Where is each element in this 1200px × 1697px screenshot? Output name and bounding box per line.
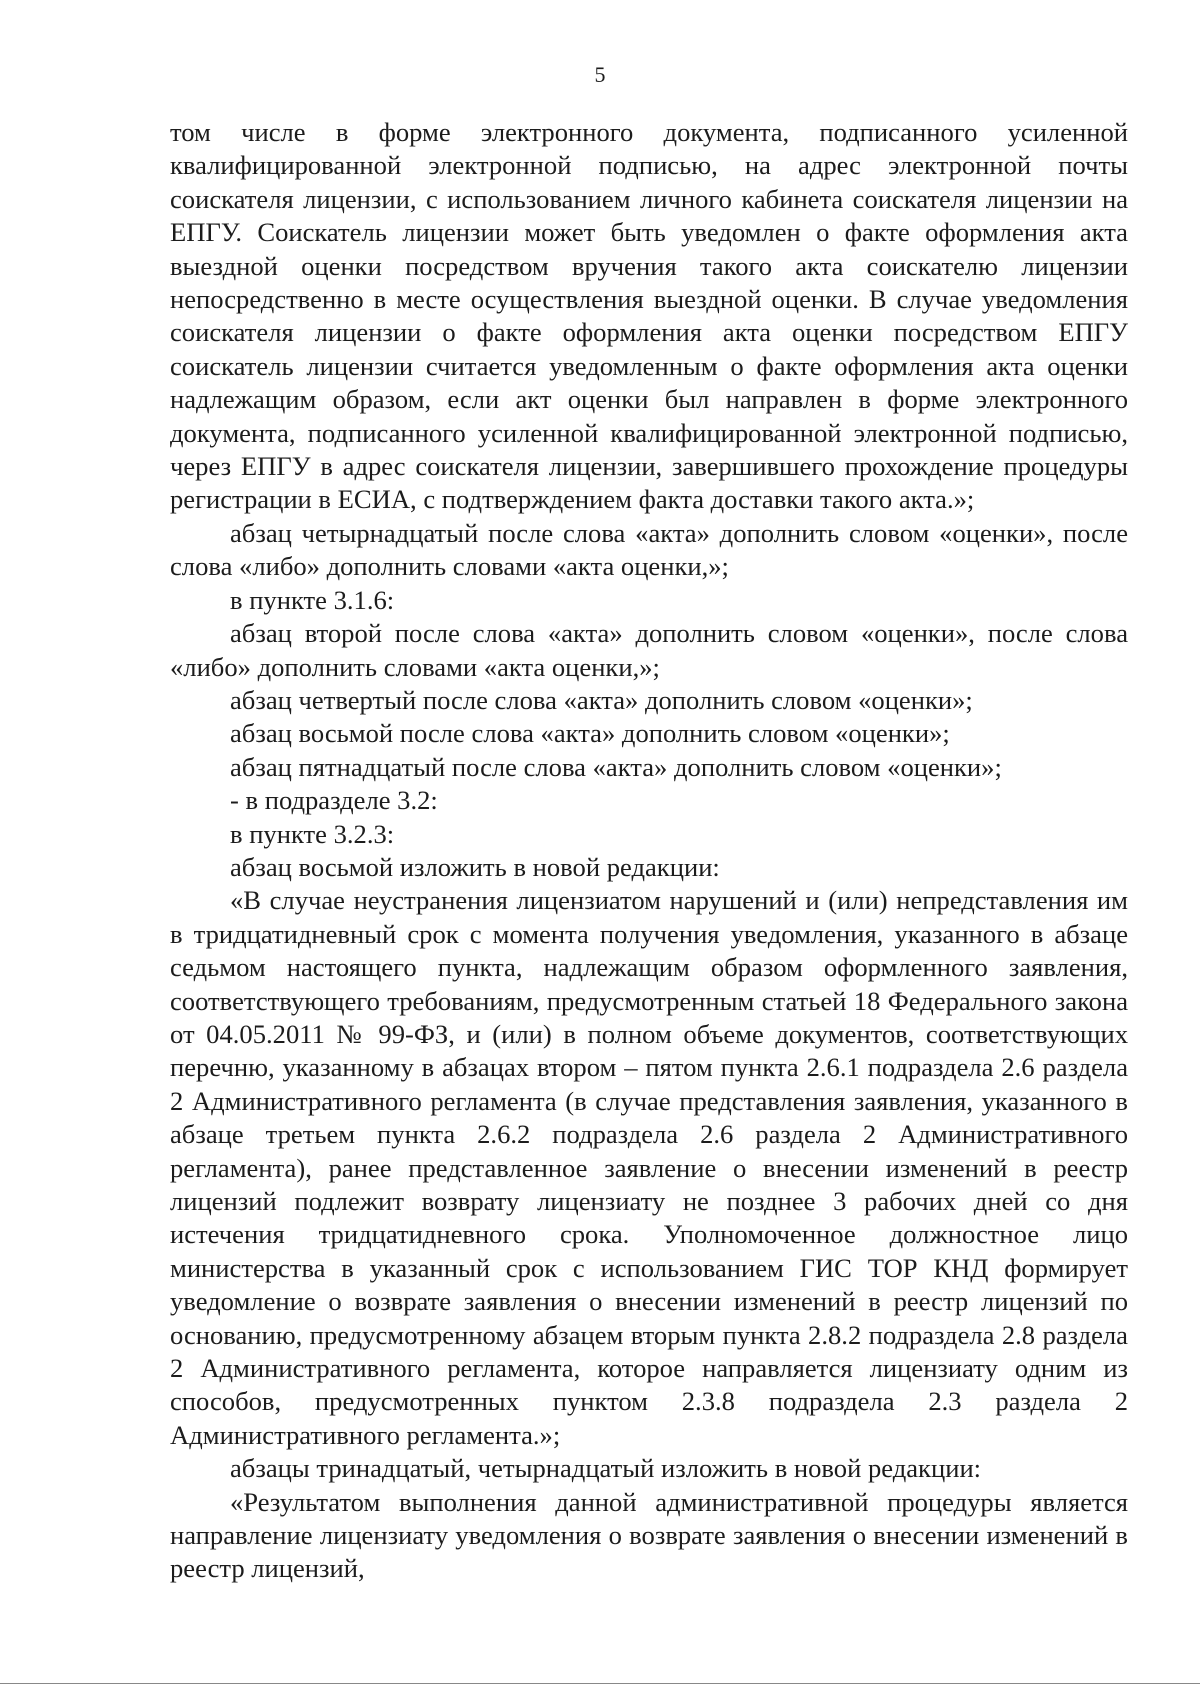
page-number: 5 [594, 62, 606, 87]
paragraph: абзацы тринадцатый, четырнадцатый изложить в новой редакции: [230, 1453, 982, 1484]
paragraph: том числе в форме электронного документа, подписанного усиленной квалифицированной электронной подписью, на адрес электронной почты соискателя лицензии, с использованием личного кабинета соискателя лицензии на ЕПГУ. Соискатель лицензии может быть уведомлен о факте оформления акта выездной оценки посредством вручения такого акта соискателю лицензии непосредственно в месте осуществления выездной оценки. В случае уведомления соискателя лицензии о факте оформления акта оценки посредством ЕПГУ соискатель лицензии считается уведомленным о факте оформления акта оценки надлежащим образом, если акт оценки был направлен в форме электронного документа, подписанного усиленной квалифицированной электронной подписью, через ЕПГУ в адрес соискателя лицензии, завершившего прохождение процедуры регистрации в ЕСИА, с подтверждением факта доставки такого акта.»; [170, 117, 1128, 515]
paragraph: в пункте 3.1.6: [230, 584, 395, 615]
paragraph: «В случае неустранения лицензиатом нарушений и (или) непредставления им в тридцатидневный срок с момента получения уведомления, указанного в абзаце седьмом настоящего пункта, надлежащим образом оформленного заявления, соответствующего требованиям, предусмотренным статьей 18 Федерального закона от 04.05.2011 № 99-ФЗ, и (или) в полном объеме документов, соответствующих перечню, указанному в абзацах втором – пятом пункта 2.6.1 подраздела 2.6 раздела 2 Административного регламента (в случае представления заявления, указанного в абзаце третьем пункта 2.6.2 подраздела 2.6 раздела 2 Административного регламента), ранее представленное заявление о внесении изменений в реестр лицензий подлежит возврату лицензиату не позднее 3 рабочих дней со дня истечения тридцатидневного срока. Уполномоченное должностное лицо министерства в указанный срок с использованием ГИС ТОР КНД формирует уведомление о возврате заявления о внесении изменений в реестр лицензий по основанию, предусмотренному абзацем вторым пункта 2.8.2 подраздела 2.8 раздела 2 Административного регламента, которое направляется лицензиату одним из способов, предусмотренных пунктом 2.3.8 подраздела 2.3 раздела 2 Административного регламента.»; [170, 885, 1128, 1450]
paragraph: абзац четырнадцатый после слова «акта» дополнить словом «оценки», после слова «либо» дополнить словами «акта оценки,»; [170, 517, 1128, 582]
paragraph: абзац четвертый после слова «акта» дополнить словом «оценки»; [230, 684, 973, 715]
paragraph: абзац пятнадцатый после слова «акта» дополнить словом «оценки»; [230, 751, 1002, 782]
paragraph: - в подразделе 3.2: [230, 785, 438, 816]
page-bottom-edge [0, 1683, 1200, 1684]
paragraph: абзац восьмой изложить в новой редакции: [230, 851, 720, 882]
document-body [170, 116, 1128, 1586]
paragraph: абзац второй после слова «акта» дополнить словом «оценки», после слова «либо» дополнить словами «акта оценки,»; [170, 618, 1128, 682]
paragraph: в пункте 3.2.3: [230, 818, 395, 849]
paragraph: «Результатом выполнения данной административной процедуры является направление лицензиату уведомления о возврате заявления о внесении изменений в реестр лицензий, [170, 1486, 1128, 1584]
paragraph: абзац восьмой после слова «акта» дополнить словом «оценки»; [230, 718, 950, 749]
